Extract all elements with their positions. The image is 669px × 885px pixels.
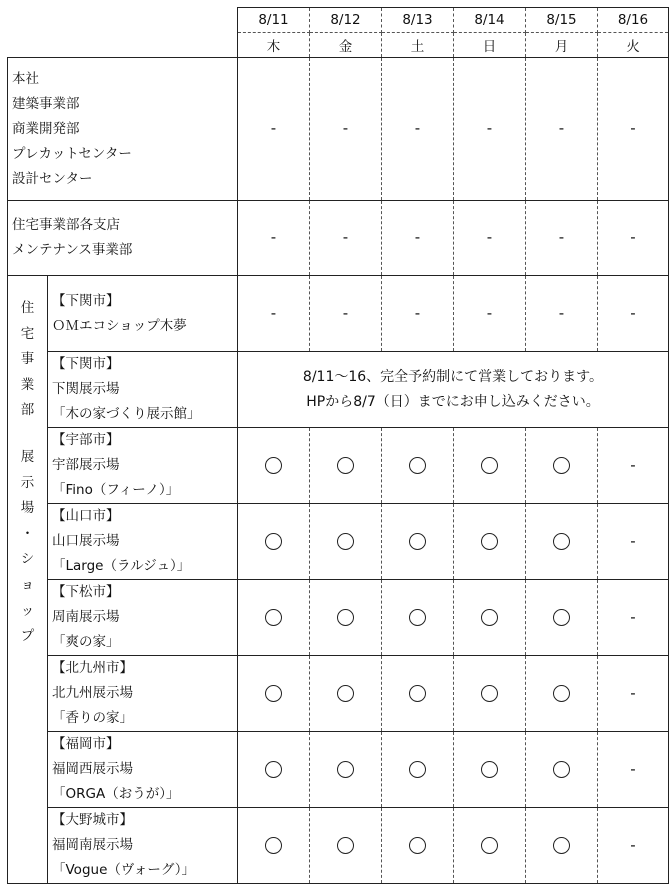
status-cell [526, 58, 598, 201]
status-cell [238, 201, 310, 276]
label-line: メンテナンス事業部 [12, 242, 133, 258]
venue-label [48, 352, 238, 428]
label-line: 本社 [12, 70, 39, 87]
date-header [598, 8, 669, 33]
header-blank [8, 33, 238, 58]
status-cell [526, 732, 598, 808]
side-char: ョ [20, 576, 35, 593]
status-cell [454, 808, 526, 884]
business-schedule-table [7, 7, 669, 884]
closed-dash: - [486, 119, 493, 137]
closed-dash: - [414, 228, 421, 246]
venue-label [48, 808, 238, 884]
status-cell [310, 656, 382, 732]
open-circle-icon [337, 533, 354, 550]
venue-row [8, 276, 669, 352]
open-circle-icon [553, 457, 570, 474]
status-cell [310, 276, 382, 352]
open-circle-icon [409, 609, 426, 626]
label-line: 【宇部市】 [52, 432, 120, 448]
label-line: 【大野城市】 [52, 812, 133, 828]
weekday-header [310, 33, 382, 58]
status-cell [526, 276, 598, 352]
date-label: 8/11 [258, 12, 289, 28]
side-char: 展 [20, 448, 35, 465]
date-label: 8/16 [617, 12, 649, 28]
weekday-label: 土 [410, 39, 425, 55]
closed-dash: - [630, 119, 636, 137]
open-circle-icon [481, 533, 498, 550]
weekday-label: 日 [482, 39, 497, 55]
side-char: 示 [20, 474, 35, 491]
label-line: 【山口市】 [52, 508, 120, 524]
open-circle-icon [337, 457, 354, 474]
status-cell [382, 428, 454, 504]
status-cell [310, 201, 382, 276]
open-circle-icon [265, 761, 282, 778]
venue-label [48, 276, 238, 352]
status-cell [526, 580, 598, 656]
status-cell [454, 276, 526, 352]
label-line: 「Vogue（ヴォーグ）」 [52, 862, 195, 878]
date-label: 8/15 [546, 12, 577, 28]
department-row [8, 201, 669, 276]
open-circle-icon [409, 685, 426, 702]
status-cell [454, 201, 526, 276]
date-header [526, 8, 598, 33]
label-line: 【下関市】 [52, 356, 120, 372]
label-line: 【北九州市】 [52, 660, 133, 676]
notice-line: 8/11～16、完全予約制にて営業しております。 [302, 368, 604, 385]
status-cell [310, 504, 382, 580]
status-cell [526, 808, 598, 884]
label-line: 商業開発部 [12, 120, 80, 137]
side-char: 部 [20, 402, 35, 419]
status-cell [454, 58, 526, 201]
label-line: 【下関市】 [52, 292, 120, 309]
closed-dash: - [630, 683, 636, 702]
header-weekday-row [8, 33, 669, 58]
open-circle-icon [337, 685, 354, 702]
venue-row [8, 732, 669, 808]
department-row [8, 58, 669, 201]
side-label-vertical [8, 276, 48, 884]
status-cell [310, 580, 382, 656]
closed-dash: - [270, 228, 277, 246]
closed-dash: - [630, 835, 636, 854]
venue-label [48, 580, 238, 656]
weekday-header [526, 33, 598, 58]
status-cell [454, 428, 526, 504]
label-line: 山口展示場 [52, 533, 120, 549]
status-cell [598, 808, 669, 884]
closed-dash: - [342, 303, 349, 322]
status-cell [238, 732, 310, 808]
label-line: 「Large（ラルジュ）」 [52, 558, 191, 574]
date-label: 8/14 [474, 12, 505, 28]
weekday-label: 火 [626, 39, 640, 55]
status-cell [310, 58, 382, 201]
status-cell [454, 732, 526, 808]
side-char: 場 [20, 500, 35, 517]
venue-row [8, 808, 669, 884]
label-line: 「香りの家」 [52, 710, 133, 726]
open-circle-icon [481, 457, 498, 474]
closed-dash: - [486, 228, 493, 246]
open-circle-icon [265, 457, 282, 474]
closed-dash: - [630, 303, 636, 322]
open-circle-icon [481, 685, 498, 702]
status-cell [382, 201, 454, 276]
label-line: 下関展示場 [52, 381, 120, 397]
open-circle-icon [265, 837, 282, 854]
label-line: プレカットセンター [12, 145, 132, 162]
venue-label [48, 656, 238, 732]
status-cell [310, 428, 382, 504]
open-circle-icon [553, 837, 570, 854]
label-line: 「Fino（フィーノ）」 [52, 482, 180, 498]
status-cell [238, 656, 310, 732]
weekday-header [454, 33, 526, 58]
status-cell [598, 732, 669, 808]
weekday-label: 木 [266, 39, 281, 55]
status-cell [598, 428, 669, 504]
weekday-label: 月 [554, 39, 569, 55]
open-circle-icon [409, 761, 426, 778]
side-char: ・ [20, 525, 35, 542]
closed-dash: - [414, 303, 421, 322]
date-header [310, 8, 382, 33]
status-cell [598, 504, 669, 580]
label-line: 建築事業部 [12, 95, 80, 112]
status-cell [310, 808, 382, 884]
open-circle-icon [553, 533, 570, 550]
side-gap [8, 424, 47, 445]
notice-line: HPから8/7（日）までにお申し込みください。 [306, 393, 600, 410]
status-cell [382, 808, 454, 884]
status-cell [238, 580, 310, 656]
open-circle-icon [337, 761, 354, 778]
open-circle-icon [553, 609, 570, 626]
header-blank [8, 8, 238, 33]
closed-dash: - [630, 531, 636, 550]
weekday-label: 金 [338, 39, 353, 55]
status-cell [382, 504, 454, 580]
status-cell [454, 504, 526, 580]
header-date-row [8, 8, 669, 33]
open-circle-icon [337, 837, 354, 854]
closed-dash: - [486, 303, 493, 322]
status-cell [598, 58, 669, 201]
status-cell [598, 580, 669, 656]
label-line: 宇部展示場 [52, 457, 120, 473]
status-cell [382, 58, 454, 201]
label-line: 福岡南展示場 [52, 837, 133, 853]
venue-row [8, 580, 669, 656]
open-circle-icon [265, 685, 282, 702]
side-char: シ [20, 551, 35, 568]
status-cell [238, 276, 310, 352]
venue-row [8, 352, 669, 428]
label-line: 「木の家づくり展示館」 [52, 406, 201, 422]
status-cell [382, 656, 454, 732]
closed-dash: - [270, 119, 277, 137]
label-line: 【福岡市】 [52, 736, 120, 752]
side-char: 事 [20, 351, 35, 368]
open-circle-icon [409, 457, 426, 474]
status-cell [238, 808, 310, 884]
label-line: 「ORGA（おうが）」 [52, 786, 180, 802]
status-cell [238, 58, 310, 201]
venue-label [48, 428, 238, 504]
status-cell [382, 580, 454, 656]
closed-dash: - [558, 303, 565, 322]
status-cell [598, 276, 669, 352]
weekday-header [598, 33, 669, 58]
status-cell [526, 428, 598, 504]
open-circle-icon [265, 533, 282, 550]
status-cell [598, 201, 669, 276]
label-line: 「爽の家」 [52, 634, 120, 650]
closed-dash: - [558, 228, 565, 246]
label-line: 【下松市】 [52, 584, 120, 600]
open-circle-icon [481, 609, 498, 626]
side-char: ッ [20, 602, 35, 619]
side-char: 宅 [20, 325, 35, 342]
closed-dash: - [342, 119, 349, 137]
status-cell [526, 656, 598, 732]
weekday-header [238, 33, 310, 58]
status-cell [238, 504, 310, 580]
open-circle-icon [265, 609, 282, 626]
side-char: プ [20, 628, 35, 645]
closed-dash: - [630, 759, 636, 778]
reservation-notice [238, 352, 669, 428]
side-char: 住 [20, 300, 35, 316]
closed-dash: - [558, 119, 565, 137]
department-label [8, 58, 238, 201]
closed-dash: - [270, 303, 277, 322]
closed-dash: - [630, 228, 636, 246]
status-cell [526, 201, 598, 276]
status-cell [382, 732, 454, 808]
label-line: 北九州展示場 [52, 685, 133, 701]
closed-dash: - [630, 455, 636, 474]
status-cell [526, 504, 598, 580]
venue-row [8, 504, 669, 580]
label-line: 住宅事業部各支店 [12, 217, 120, 233]
status-cell [454, 656, 526, 732]
open-circle-icon [409, 837, 426, 854]
open-circle-icon [409, 533, 426, 550]
department-label [8, 201, 238, 276]
label-line: 福岡西展示場 [52, 761, 133, 777]
label-line: ＯＭエコショップ木夢 [52, 317, 187, 334]
closed-dash: - [630, 607, 636, 626]
venue-row [8, 428, 669, 504]
status-cell [454, 580, 526, 656]
closed-dash: - [414, 119, 421, 137]
closed-dash: - [342, 228, 349, 246]
open-circle-icon [481, 761, 498, 778]
date-label: 8/13 [402, 12, 433, 28]
status-cell [382, 276, 454, 352]
status-cell [238, 428, 310, 504]
open-circle-icon [337, 609, 354, 626]
weekday-header [382, 33, 454, 58]
status-cell [310, 732, 382, 808]
open-circle-icon [481, 837, 498, 854]
date-header [382, 8, 454, 33]
open-circle-icon [553, 761, 570, 778]
label-line: 周南展示場 [52, 609, 120, 625]
date-header [238, 8, 310, 33]
venue-row [8, 656, 669, 732]
open-circle-icon [553, 685, 570, 702]
status-cell [598, 656, 669, 732]
date-header [454, 8, 526, 33]
side-char: 業 [20, 376, 35, 393]
venue-label [48, 504, 238, 580]
date-label: 8/12 [330, 12, 361, 28]
venue-label [48, 732, 238, 808]
label-line: 設計センター [12, 170, 93, 187]
